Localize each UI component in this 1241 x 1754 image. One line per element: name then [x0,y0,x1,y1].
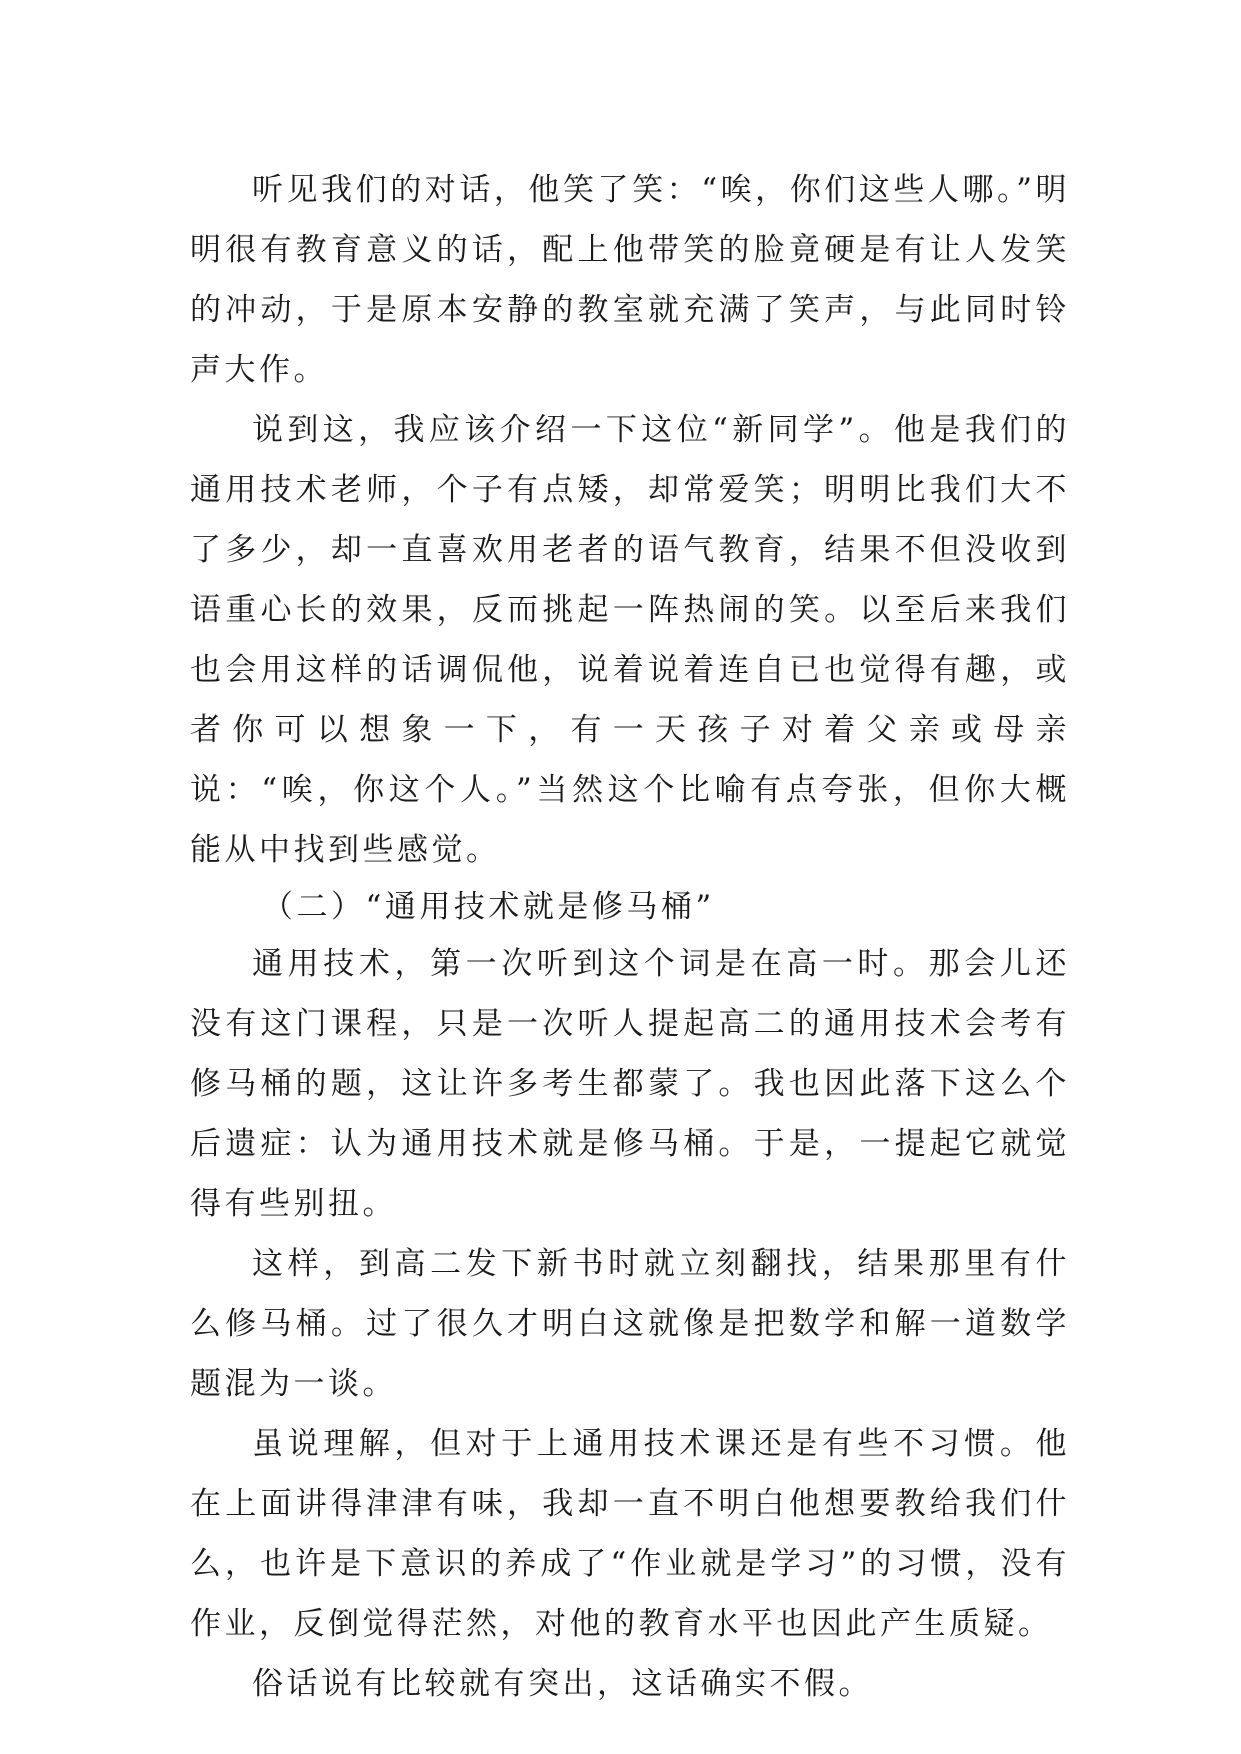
paragraph-1: 听见我们的对话，他笑了笑：“唉，你们这些人哪。”明明很有教育意义的话，配上他带笑的脸竟硬是有让人发笑的冲动，于是原本安静的教室就充满了笑声，与此同时铃声大作。 [190,172,1070,388]
paragraph-4: 这样，到高二发下新书时就立刻翻找，结果那里有什么修马桶。过了很久才明白这就像是把数学和解一道数学题混为一谈。 [190,1246,1070,1402]
paragraph-3: 通用技术，第一次听到这个词是在高一时。那会儿还没有这门课程，只是一次听人提起高二的通用技术会考有修马桶的题，这让许多考生都蒙了。我也因此落下这么个后遗症：认为通用技术就是修马桶。于是，一提起它就觉得有些别扭。 [190,946,1070,1222]
paragraph-2: 说到这，我应该介绍一下这位“新同学”。他是我们的通用技术老师，个子有点矮，却常爱笑；明明比我们大不了多少，却一直喜欢用老者的语气教育，结果不但没收到语重心长的效果，反而挑起一阵热闹的笑。以至后来我们也会用这样的话调侃他，说着说着连自已也觉得有趣，或者你可以想象一下，有一天孩子对着父亲或母亲说：“唉，你这个人。”当然这个比喻有点夸张，但你大概能从中找到些感觉。 [190,412,1070,868]
document-body [190,160,1070,1714]
section-heading: （二）“通用技术就是修马桶” [262,889,715,925]
paragraph-6: 俗话说有比较就有突出，这话确实不假。 [252,1666,873,1702]
paragraph-5: 虽说理解，但对于上通用技术课还是有些不习惯。他在上面讲得津津有味，我却一直不明白他想要教给我们什么，也许是下意识的养成了“作业就是学习”的习惯，没有作业，反倒觉得茫然，对他的教育水平也因此产生质疑。 [190,1426,1070,1642]
